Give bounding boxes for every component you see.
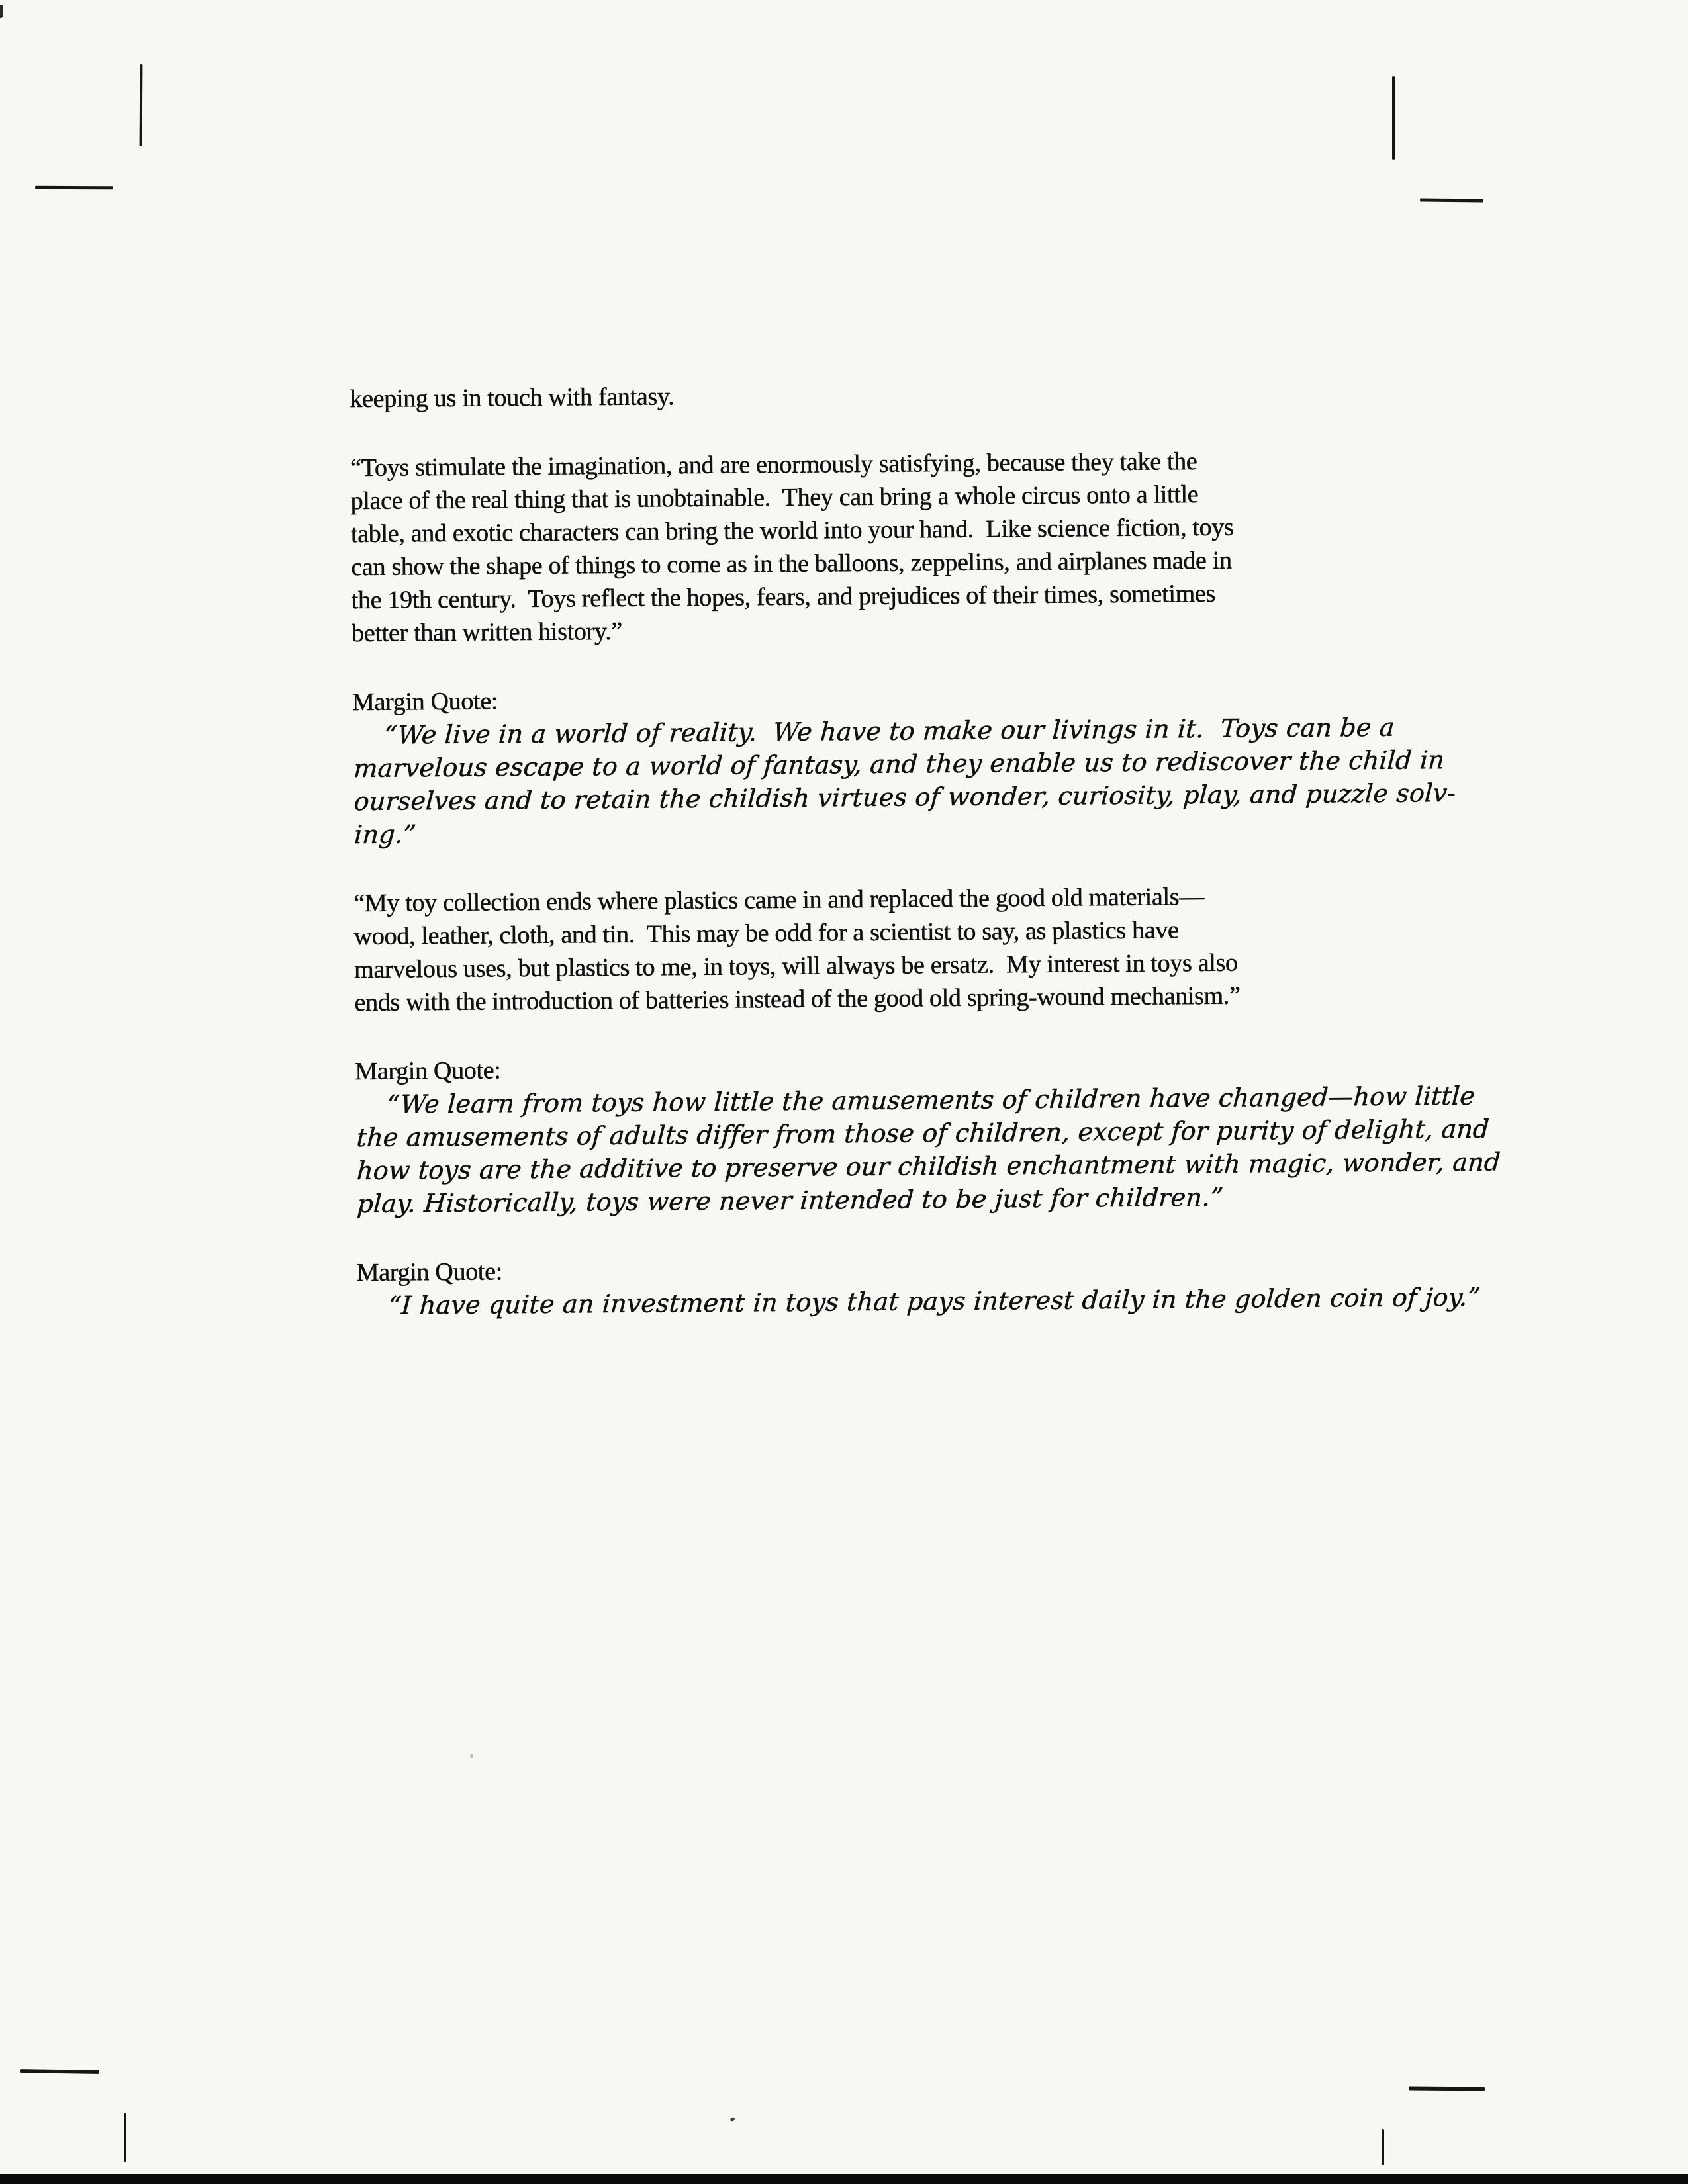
- body-line: better than written history.”: [351, 617, 622, 647]
- body-line: “Toys stimulate the imagination, and are enormously satisfying, because they take the: [350, 447, 1197, 482]
- margin-quote-1: [352, 711, 1457, 851]
- crop-mark-top-right-vertical: [1392, 76, 1395, 160]
- paragraph-toy-collection: [353, 879, 1348, 1019]
- crop-mark-bottom-right-horizontal: [1409, 2086, 1485, 2091]
- body-line: “My toy collection ends where plastics came in and replaced the good old materials—: [353, 882, 1204, 917]
- scan-speck: [470, 1754, 473, 1758]
- body-line: ends with the introduction of batteries instead of the good old spring-wound mechanism.”: [354, 981, 1241, 1017]
- crop-mark-top-right-horizontal: [1420, 198, 1483, 202]
- crop-mark-top-left-horizontal: [35, 186, 113, 190]
- body-line: table, and exotic characters can bring the world into your hand. Like science fiction, toys: [350, 513, 1234, 548]
- crop-mark-top-left-vertical: [140, 64, 143, 146]
- quote-line: how toys are the additive to preserve our childish enchantment with magic, wonder, and: [355, 1147, 1501, 1185]
- quote-line: ourselves and to retain the childish virtues of wonder, curiosity, play, and puzzle solv-: [353, 778, 1457, 816]
- quote-line: “We live in a world of reality. We have to make our livings in it. Toys can be a: [383, 712, 1395, 750]
- quote-line: “I have quite an investment in toys that pays interest daily in the golden coin of joy.”: [387, 1282, 1481, 1320]
- quote-line: “We learn from toys how little the amusements of children have changed—how little: [385, 1081, 1476, 1119]
- body-line: place of the real thing that is unobtainable. They can bring a whole circus onto a little: [350, 480, 1199, 515]
- margin-quote-label: Margin Quote:: [352, 687, 498, 716]
- text-column: [350, 375, 1501, 1358]
- body-line: can show the shape of things to come as in the balloons, zeppelins, and airplanes made in: [351, 546, 1232, 581]
- margin-quote-2: [355, 1080, 1501, 1220]
- crop-mark-bottom-left-horizontal: [20, 2069, 99, 2074]
- scanner-edge-bar: [0, 2174, 1688, 2184]
- body-line: keeping us in touch with fantasy.: [350, 383, 675, 413]
- paragraph-intro-fragment: [350, 375, 1342, 416]
- crop-mark-bottom-left-vertical: [124, 2113, 126, 2162]
- margin-quote-label: Margin Quote:: [356, 1257, 502, 1287]
- scan-speck: [729, 2117, 735, 2122]
- margin-quote-3: [357, 1281, 1481, 1322]
- body-line: the 19th century. Toys reflect the hopes, fears, and prejudices of their times, sometimes: [351, 579, 1215, 614]
- scan-edge-mark: [0, 5, 3, 18]
- quote-line: ing.”: [353, 819, 417, 849]
- body-line: wood, leather, cloth, and tin. This may be odd for a scientist to say, as plastics have: [353, 916, 1179, 950]
- crop-mark-bottom-right-vertical: [1382, 2129, 1384, 2165]
- quote-line: marvelous escape to a world of fantasy, and they enable us to rediscover the child in: [352, 745, 1446, 783]
- quote-line: play. Historically, toys were never intended to be just for children.”: [356, 1182, 1225, 1218]
- paragraph-toys-stimulate: [350, 443, 1344, 650]
- body-line: marvelous uses, but plastics to me, in toys, will always be ersatz. My interest in toys also: [353, 948, 1238, 983]
- margin-quote-label: Margin Quote:: [355, 1056, 501, 1085]
- quote-line: the amusements of adults differ from those of children, except for purity of delight, and: [355, 1114, 1490, 1152]
